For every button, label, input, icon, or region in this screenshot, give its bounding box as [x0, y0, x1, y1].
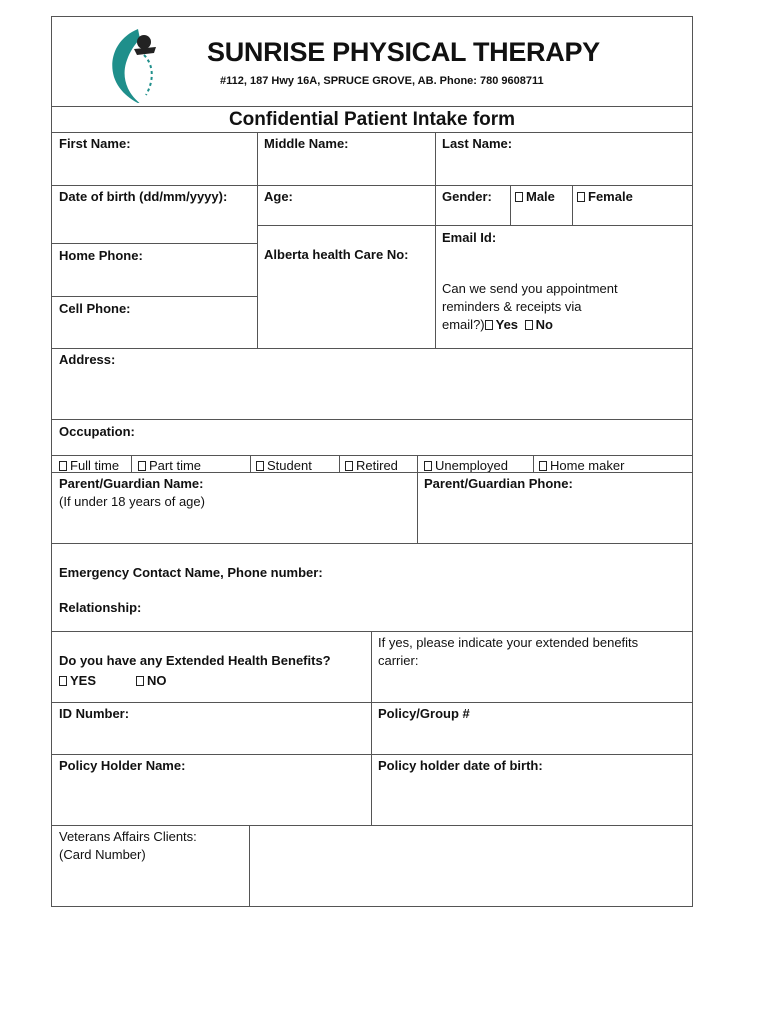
middle-name-label: Middle Name: — [264, 136, 349, 151]
ehb-no-checkbox[interactable] — [136, 676, 144, 686]
retired-checkbox[interactable] — [345, 461, 353, 471]
student-checkbox[interactable] — [256, 461, 264, 471]
guardian-name-label: Parent/Guardian Name: — [59, 476, 204, 491]
dob-label: Date of birth (dd/mm/yyyy): — [59, 189, 228, 204]
intake-form — [51, 16, 693, 907]
carrier-line2: carrier: — [378, 653, 419, 668]
id-number-label: ID Number: — [59, 706, 130, 721]
male-checkbox[interactable] — [515, 192, 523, 202]
option-unemployed[interactable]: Unemployed — [424, 458, 508, 473]
email-no-checkbox[interactable] — [525, 320, 533, 330]
email-consent-line1: Can we send you appointment — [442, 281, 618, 296]
unemployed-checkbox[interactable] — [424, 461, 432, 471]
first-name-label: First Name: — [59, 136, 131, 151]
part-time-checkbox[interactable] — [138, 461, 146, 471]
option-part-time[interactable]: Part time — [138, 458, 201, 473]
last-name-label: Last Name: — [442, 136, 513, 151]
email-consent-line3: email?) Yes No — [442, 317, 554, 332]
home-phone-label: Home Phone: — [59, 248, 143, 263]
home-maker-checkbox[interactable] — [539, 461, 547, 471]
female-checkbox[interactable] — [577, 192, 585, 202]
gender-female-option[interactable]: Female — [577, 189, 633, 204]
clinic-name: SUNRISE PHYSICAL THERAPY — [207, 37, 600, 67]
full-time-checkbox[interactable] — [59, 461, 67, 471]
form-title: Confidential Patient Intake form — [228, 109, 516, 130]
age-label: Age: — [264, 189, 293, 204]
policy-group-label: Policy/Group # — [378, 706, 470, 721]
guardian-note: (If under 18 years of age) — [59, 494, 205, 509]
option-student[interactable]: Student — [256, 458, 312, 473]
ehb-no-option[interactable]: NO — [136, 673, 167, 688]
option-full-time[interactable]: Full time — [59, 458, 119, 473]
cell-phone-label: Cell Phone: — [59, 301, 131, 316]
ehb-yes-option[interactable]: YES — [59, 673, 96, 688]
guardian-phone-label: Parent/Guardian Phone: — [424, 476, 573, 491]
address-label: Address: — [59, 352, 116, 367]
clinic-logo — [104, 23, 164, 103]
carrier-line1: If yes, please indicate your extended benefits — [378, 635, 639, 650]
clinic-address: #112, 187 Hwy 16A, SPRUCE GROVE, AB. Phone: 780 9608711 — [220, 75, 544, 87]
occupation-label: Occupation: — [59, 424, 135, 439]
ehb-yes-checkbox[interactable] — [59, 676, 67, 686]
policy-holder-dob-label: Policy holder date of birth: — [378, 758, 543, 773]
gender-male-option[interactable]: Male — [515, 189, 555, 204]
health-care-label: Alberta health Care No: — [264, 247, 409, 262]
relationship-label: Relationship: — [59, 600, 142, 615]
option-home-maker[interactable]: Home maker — [539, 458, 624, 473]
email-consent-line2: reminders & receipts via — [442, 299, 582, 314]
veterans-line1: Veterans Affairs Clients: — [59, 829, 197, 844]
policy-holder-label: Policy Holder Name: — [59, 758, 186, 773]
email-yes-checkbox[interactable] — [485, 320, 493, 330]
veterans-line2: (Card Number) — [59, 847, 146, 862]
emergency-contact-label: Emergency Contact Name, Phone number: — [59, 565, 323, 580]
gender-label: Gender: — [442, 189, 492, 204]
email-label: Email Id: — [442, 230, 497, 245]
option-retired[interactable]: Retired — [345, 458, 398, 473]
ehb-question: Do you have any Extended Health Benefits? — [59, 653, 331, 668]
